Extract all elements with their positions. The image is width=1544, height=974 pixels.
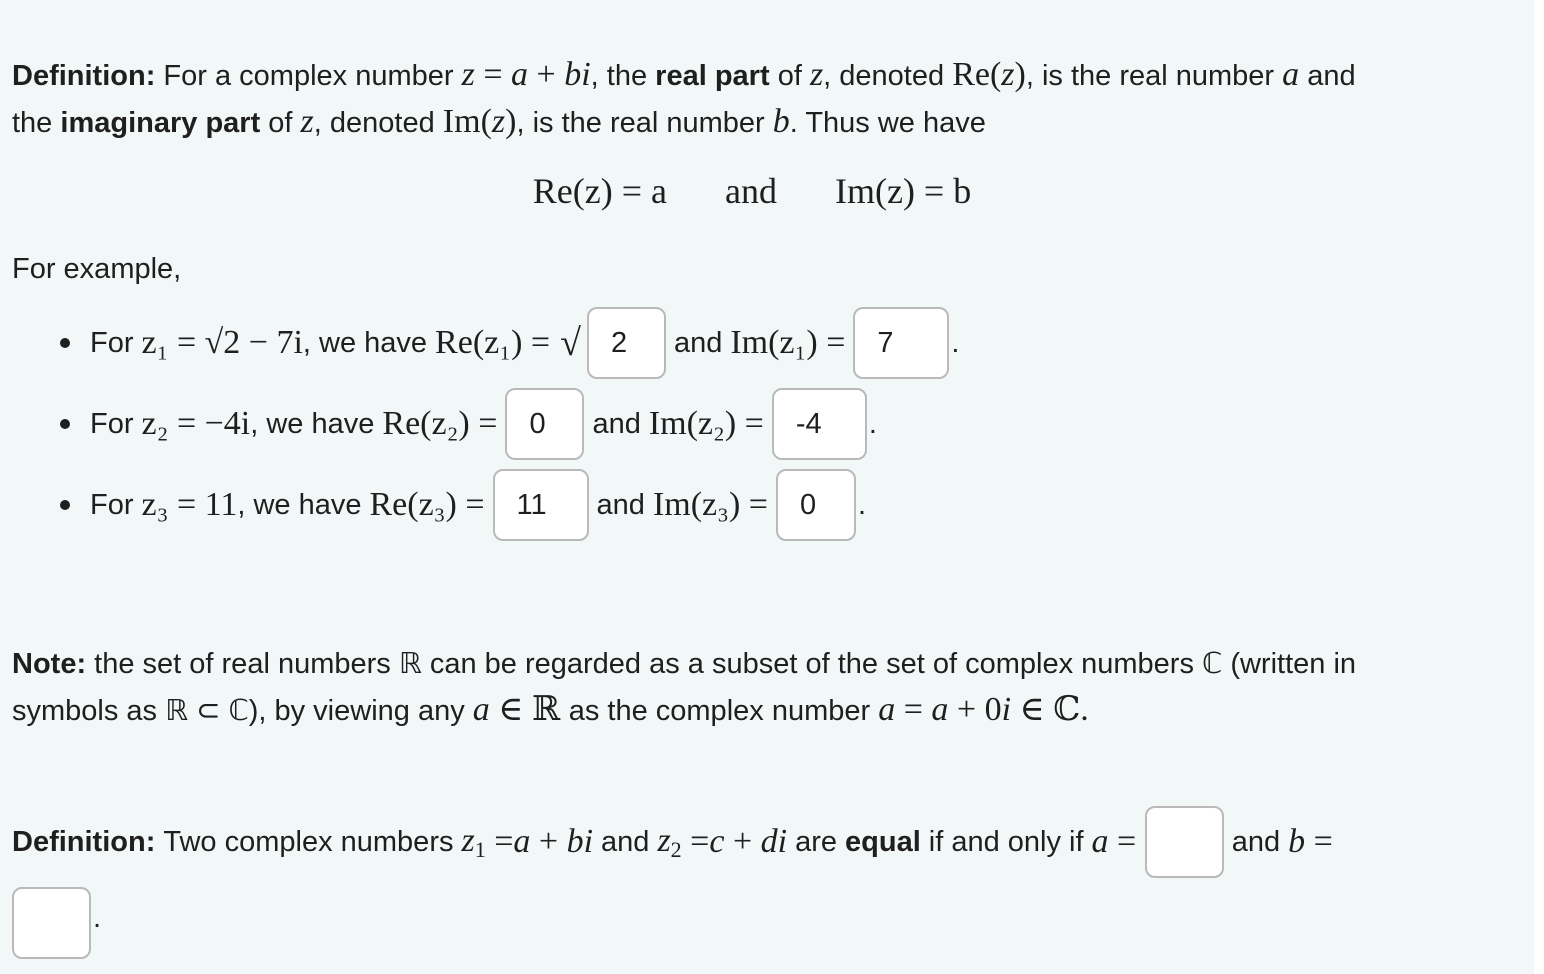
re-z3-answer[interactable]: 11: [493, 469, 589, 541]
sqrt-icon: √: [560, 322, 581, 364]
definition-label: Definition:: [12, 825, 156, 858]
note-label: Note:: [12, 648, 87, 680]
re-z1-answer[interactable]: 2: [587, 307, 666, 379]
bullet-icon: [60, 419, 70, 429]
im-z1-answer[interactable]: 7: [853, 307, 949, 379]
display-equation: Re(z) = a and Im(z) = b: [532, 171, 972, 211]
answer-b-row: .: [12, 887, 101, 959]
re-z2-answer[interactable]: 0: [505, 388, 584, 460]
answer-b-input[interactable]: [12, 887, 91, 959]
im-z2-answer[interactable]: -4: [772, 388, 867, 460]
definition-label: Definition:: [12, 60, 156, 92]
bullet-icon: [60, 338, 70, 348]
right-margin: [1534, 0, 1544, 974]
example-item-1: For z₁ = √2 − 7i , we have Re(z₁) = √ 2 and Im(z₁) = 7 .: [60, 307, 959, 379]
note-paragraph: Note: the set of real numbers ℝ can be regarded as a subset of the set of complex numbers ℂ (written in symbols as ℝ ⊂ ℂ), by viewing any a ∈ ℝ as the complex number a = a + 0i ∈ ℂ.: [12, 648, 1357, 728]
example-item-2: For z₂ = −4i , we have Re(z₂) = 0 and Im(z₂) = -4 .: [60, 388, 877, 460]
answer-a-input[interactable]: [1145, 806, 1224, 878]
im-z3-answer[interactable]: 0: [776, 469, 856, 541]
definition-equality: Definition: Two complex numbers $z_1$ = a + bi and $z_2$ = c + di are equal if and only if a = and b =: [12, 806, 1333, 878]
bullet-icon: [60, 500, 70, 510]
example-heading: For example,: [12, 253, 182, 285]
example-item-3: For z₃ = 11 , we have Re(z₃) = 11 and Im(z₃) = 0 .: [60, 469, 866, 541]
definition-real-imag: Definition: For a complex number z = a + bi, the real part of z, denoted Re(z), is the real number a and the imaginary part of z, denoted Im(z), is the real number b. Thus we have: [12, 56, 1356, 140]
